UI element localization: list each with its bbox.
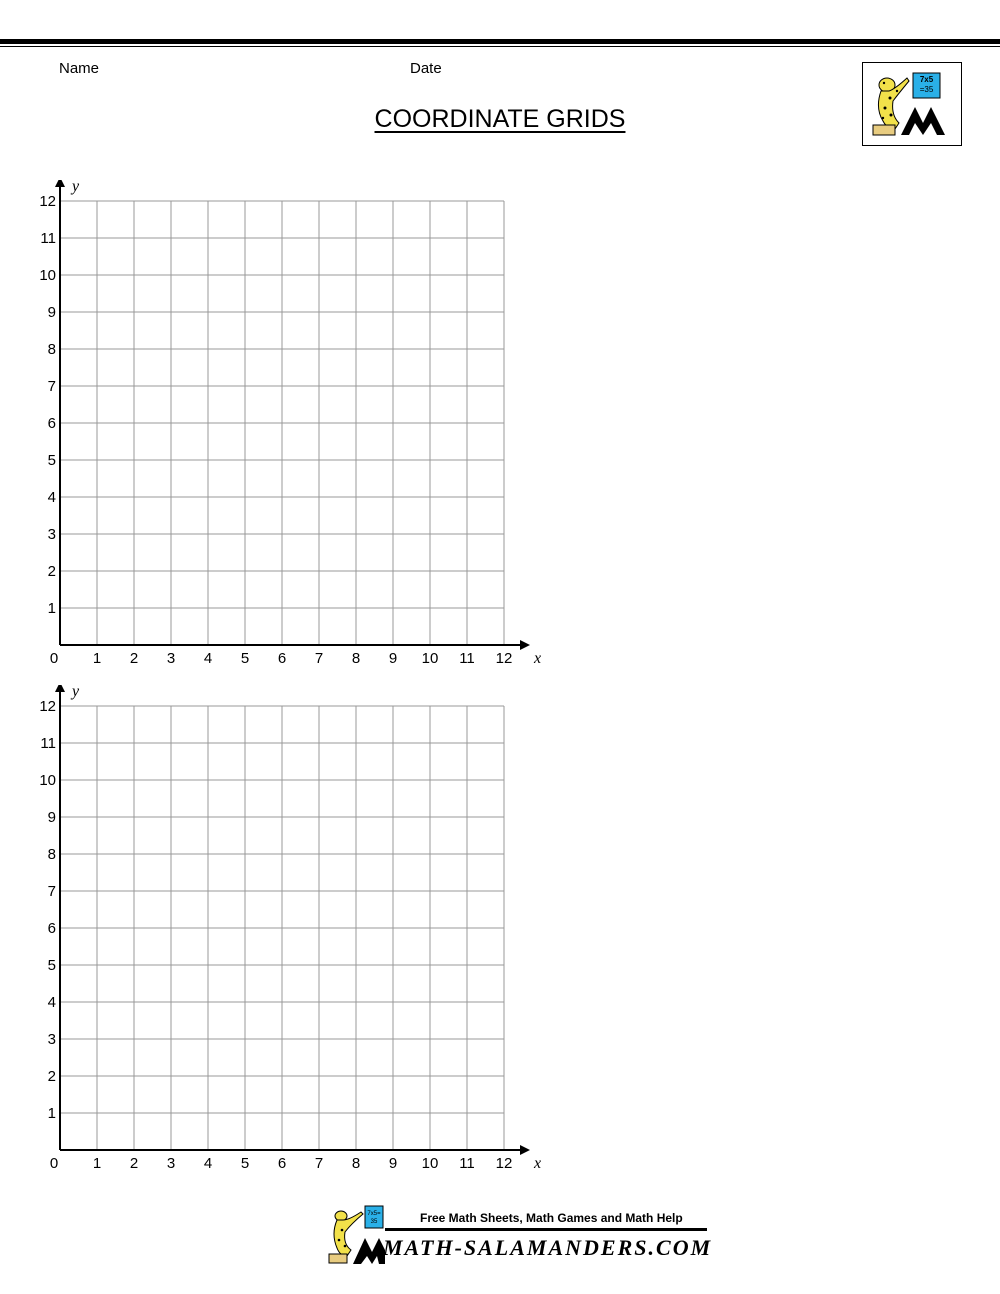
y-tick-label: 2 <box>47 563 56 580</box>
footer-board-text-1: 7x5= <box>367 1211 381 1217</box>
logo-board-text-2: =35 <box>919 85 934 94</box>
x-tick-label: 5 <box>240 1155 250 1172</box>
x-tick-label: 10 <box>421 650 439 667</box>
y-tick-label: 3 <box>47 526 56 543</box>
x-tick-label: 11 <box>459 650 475 667</box>
y-tick-label: 7 <box>47 378 56 395</box>
x-tick-label: 2 <box>129 650 139 667</box>
x-tick-label: 7 <box>314 650 324 667</box>
x-tick-label: 9 <box>388 1155 398 1172</box>
x-tick-label: 6 <box>277 1155 287 1172</box>
y-tick-label: 4 <box>47 994 56 1011</box>
y-tick-label: 4 <box>47 489 56 506</box>
y-tick-label: 8 <box>47 341 56 358</box>
y-axis-label: y <box>72 685 80 700</box>
logo <box>862 62 962 146</box>
x-tick-label: 8 <box>351 650 361 667</box>
x-tick-label: 12 <box>495 1155 513 1172</box>
footer-salamander-icon <box>325 1204 385 1266</box>
x-tick-label: 8 <box>351 1155 361 1172</box>
footer-tagline: Free Math Sheets, Math Games and Math Help <box>420 1211 683 1225</box>
name-label: Name <box>59 60 100 77</box>
x-tick-label: 10 <box>421 1155 439 1172</box>
x-tick-label: 9 <box>388 650 398 667</box>
y-tick-label: 1 <box>47 600 56 617</box>
y-axis-arrow-icon <box>55 685 65 692</box>
salamander-teacher-logo-icon <box>863 63 963 147</box>
x-tick-label: 0 <box>49 650 59 667</box>
top-rule <box>0 39 1000 44</box>
y-tick-label: 12 <box>39 698 56 715</box>
footer-logo <box>325 1204 713 1266</box>
y-tick-label: 6 <box>47 920 56 937</box>
y-tick-label: 5 <box>47 957 56 974</box>
y-tick-label: 12 <box>39 193 56 210</box>
x-tick-label: 7 <box>314 1155 324 1172</box>
footer-board-text-2: 35 <box>370 1219 378 1225</box>
logo-board-text-1: 7x5 <box>919 75 934 84</box>
coordinate-grid-1 <box>0 180 560 680</box>
date-label: Date <box>410 60 442 77</box>
y-tick-label: 6 <box>47 415 56 432</box>
x-tick-label: 11 <box>459 1155 475 1172</box>
x-tick-label: 3 <box>166 1155 176 1172</box>
x-axis-arrow-icon <box>520 640 530 650</box>
x-tick-label: 4 <box>203 650 213 667</box>
x-axis-label: x <box>534 1155 542 1172</box>
footer-site-name: MATH-SALAMANDERS.COM <box>383 1235 713 1260</box>
x-tick-label: 2 <box>129 1155 139 1172</box>
y-tick-label: 11 <box>40 735 56 752</box>
y-tick-label: 2 <box>47 1068 56 1085</box>
y-tick-label: 8 <box>47 846 56 863</box>
y-tick-label: 11 <box>40 230 56 247</box>
y-axis-arrow-icon <box>55 180 65 187</box>
x-axis-arrow-icon <box>520 1145 530 1155</box>
x-tick-label: 12 <box>495 650 513 667</box>
y-tick-label: 3 <box>47 1031 56 1048</box>
x-tick-label: 3 <box>166 650 176 667</box>
x-tick-label: 1 <box>92 1155 102 1172</box>
y-tick-label: 10 <box>39 267 56 284</box>
y-tick-label: 5 <box>47 452 56 469</box>
y-axis-label: y <box>72 180 80 195</box>
coordinate-grid-2 <box>0 685 560 1185</box>
x-tick-label: 4 <box>203 1155 213 1172</box>
page-title: COORDINATE GRIDS <box>374 105 626 133</box>
y-tick-label: 9 <box>47 809 56 826</box>
y-tick-label: 7 <box>47 883 56 900</box>
y-tick-label: 9 <box>47 304 56 321</box>
x-tick-label: 5 <box>240 650 250 667</box>
y-tick-label: 1 <box>47 1105 56 1122</box>
y-tick-label: 10 <box>39 772 56 789</box>
top-rule-thin <box>0 46 1000 47</box>
x-tick-label: 0 <box>49 1155 59 1172</box>
x-tick-label: 1 <box>92 650 102 667</box>
x-axis-label: x <box>534 650 542 667</box>
x-tick-label: 6 <box>277 650 287 667</box>
footer-divider <box>385 1228 707 1231</box>
